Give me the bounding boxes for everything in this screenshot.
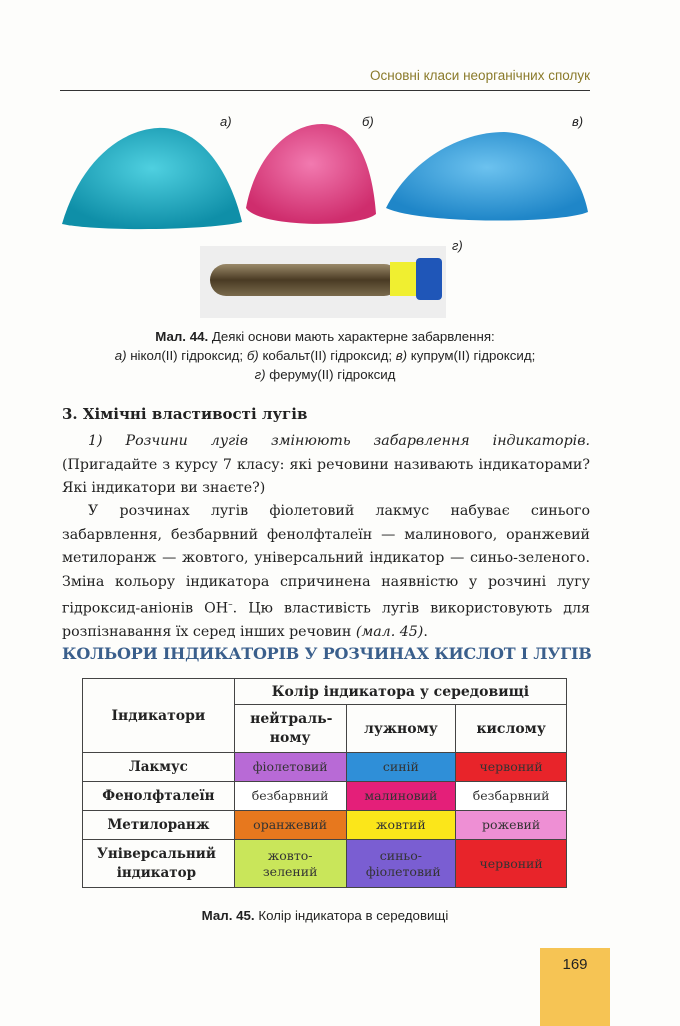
- table-row: Універсальний індикатор жовто-зелений синьо-фіолетовий червоний: [83, 840, 567, 888]
- figure-44: [60, 112, 590, 322]
- color-cell: фіолетовий: [234, 753, 346, 782]
- table-row: Фенолфталеїн безбарвний малиновий безбарвний: [83, 782, 567, 811]
- table-row: Метилоранж оранжевий жовтий рожевий: [83, 811, 567, 840]
- label-v: в): [572, 114, 584, 129]
- cobalt-hydroxide-powder: [246, 124, 376, 224]
- color-cell: червоний: [456, 753, 567, 782]
- powder-photos: [60, 112, 590, 322]
- color-cell: синьо-фіолетовий: [346, 840, 456, 888]
- copper-hydroxide-powder: [386, 132, 588, 221]
- header-color-group: Колір індикатора у середовищі: [234, 679, 566, 705]
- label-a: а): [220, 114, 232, 129]
- label-g: г): [452, 238, 463, 253]
- color-cell: жовто-зелений: [234, 840, 346, 888]
- indicator-table: [82, 678, 567, 888]
- color-cell: синій: [346, 753, 456, 782]
- color-cell: безбарвний: [456, 782, 567, 811]
- color-cell: безбарвний: [234, 782, 346, 811]
- table-row: Лакмус фіолетовий синій червоний: [83, 753, 567, 782]
- color-cell: рожевий: [456, 811, 567, 840]
- header-neutral: нейтраль-ному: [234, 705, 346, 753]
- header-alkaline: лужному: [346, 705, 456, 753]
- figure-44-caption: Мал. 44. Деякі основи мають характерне забарвлення: а) нікол(ІІ) гідроксид; б) кобальт(ІІ) гідроксид; в) купрум(ІІ) гідроксид; г) феруму(ІІ) гідроксид: [114, 329, 536, 382]
- color-cell: жовтий: [346, 811, 456, 840]
- page-number: 169: [562, 956, 588, 973]
- color-cell: червоний: [456, 840, 567, 888]
- header-acidic: кислому: [456, 705, 567, 753]
- test-tube: [210, 264, 400, 296]
- color-cell: оранжевий: [234, 811, 346, 840]
- color-cell: малиновий: [346, 782, 456, 811]
- page-number-box: [540, 948, 610, 1026]
- chapter-title: Основні класи неорганічних сполук: [370, 68, 590, 83]
- caption-number: Мал. 44.: [155, 329, 209, 344]
- table-title: КОЛЬОРИ ІНДИКАТОРІВ У РОЗЧИНАХ КИСЛОТ І ЛУГІВ: [62, 644, 592, 663]
- tube-cap: [416, 258, 442, 300]
- tube-label: [390, 262, 418, 296]
- nickel-hydroxide-powder: [62, 128, 242, 229]
- section-heading: 3. Хімічні властивості лугів: [62, 405, 308, 423]
- figure-45-caption: Мал. 45. Колір індикатора в середовищі: [201, 908, 449, 923]
- page-header: [60, 66, 590, 91]
- label-b: б): [362, 114, 374, 129]
- header-indicators: Індикатори: [83, 679, 235, 753]
- paragraph-2: У розчинах лугів фіолетовий лакмус набуває синього забарвлення, безбарвний фенолфталеїн — малинового, оранжевий метилоранж — жовтого, універсальний індикатор — синьо-зеленого. Зміна кольору індикатора спричинена наявністю у розчині лугу гідроксид-аніонів OH–. Цю властивість лугів використовують для розпізнавання їх серед інших речовин (мал. 45).: [62, 503, 590, 641]
- paragraph-1: 1) Розчини лугів змінюють забарвлення індикаторів. (Пригадайте з курсу 7 класу: які речовини називають індикаторами? Які індикатори ви знаєте?): [62, 433, 590, 496]
